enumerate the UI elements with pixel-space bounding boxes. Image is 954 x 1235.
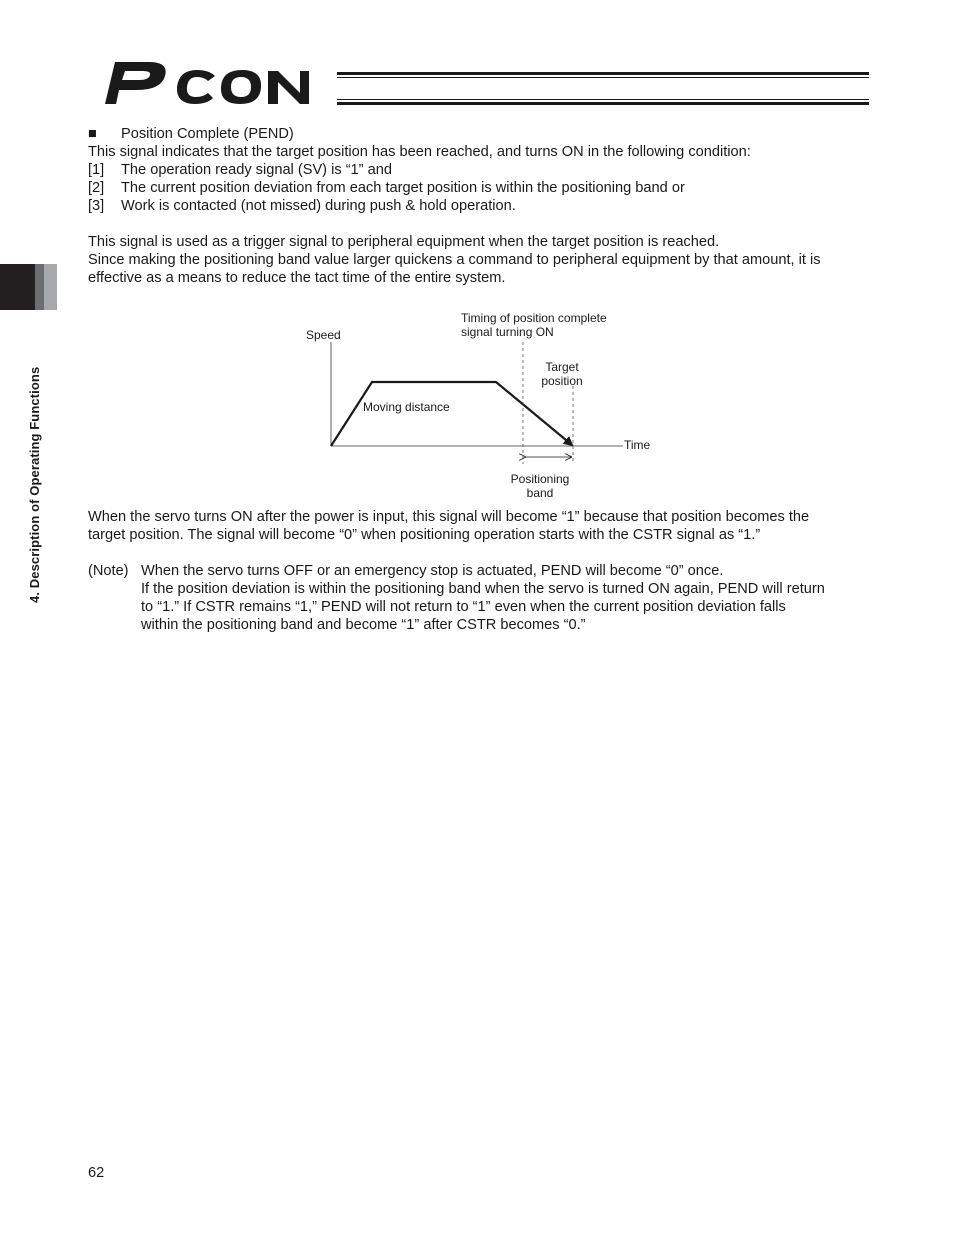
target-label: position (541, 374, 583, 388)
section-title: Position Complete (PEND) (121, 126, 294, 142)
header-rule-bottom-thin (337, 99, 869, 100)
speed-time-diagram (290, 306, 670, 506)
condition-number: [2] (88, 180, 105, 196)
chapter-tab-mid (35, 264, 44, 310)
condition-text: The current position deviation from each target position is within the positioning band or (121, 180, 685, 196)
band-label: band (526, 486, 554, 500)
section-body (88, 125, 878, 287)
paragraph-block (88, 508, 878, 634)
band-label: Positioning (510, 472, 570, 486)
note-line: within the positioning band and become “1” after CSTR becomes “0.” (141, 617, 586, 633)
note-block (88, 562, 878, 580)
header-rule-bottom (337, 102, 869, 105)
pcon-logo (97, 56, 337, 108)
note-label: (Note) (88, 563, 129, 579)
condition-item (88, 161, 878, 179)
moving-distance-label: Moving distance (363, 400, 450, 414)
chapter-tab-light (44, 264, 57, 310)
time-label: Time (624, 438, 651, 452)
chapter-label: 4. Description of Operating Functions (27, 366, 42, 603)
chapter-tab-dark (0, 264, 35, 310)
paragraph-line: target position. The signal will become “0” when positioning operation starts with the CSTR signal as “1.” (88, 527, 761, 543)
paragraph-line: This signal is used as a trigger signal to peripheral equipment when the target position is reached. (88, 234, 720, 250)
speed-profile (331, 382, 572, 446)
bullet-square: ■ (88, 126, 97, 142)
timing-label: Timing of position complete (461, 311, 607, 325)
paragraph-line: Since making the positioning band value larger quickens a command to peripheral equipment by that amount, it is (88, 252, 821, 268)
page-number: 62 (88, 1165, 105, 1181)
header-rule-top (337, 72, 869, 75)
condition-text: The operation ready signal (SV) is “1” and (121, 162, 392, 178)
section-intro: This signal indicates that the target position has been reached, and turns ON in the following condition: (88, 144, 751, 160)
condition-number: [3] (88, 198, 105, 214)
target-label: Target (545, 360, 579, 374)
section-heading (88, 125, 878, 143)
condition-number: [1] (88, 162, 105, 178)
paragraph-line: effective as a means to reduce the tact time of the entire system. (88, 270, 506, 286)
paragraph-line: When the servo turns ON after the power is input, this signal will become “1” because that position becomes the (88, 509, 810, 525)
condition-item (88, 179, 878, 197)
condition-text: Work is contacted (not missed) during push & hold operation. (121, 198, 516, 214)
note-line: If the position deviation is within the positioning band when the servo is turned ON again, PEND will return (141, 581, 825, 597)
condition-item (88, 197, 878, 215)
speed-label: Speed (306, 328, 341, 342)
note-line: to “1.” If CSTR remains “1,” PEND will not return to “1” even when the current position deviation falls (141, 599, 786, 615)
note-line: When the servo turns OFF or an emergency stop is actuated, PEND will become “0” once. (141, 563, 724, 579)
header-rule-top-thin (337, 77, 869, 78)
timing-label: signal turning ON (461, 325, 554, 339)
